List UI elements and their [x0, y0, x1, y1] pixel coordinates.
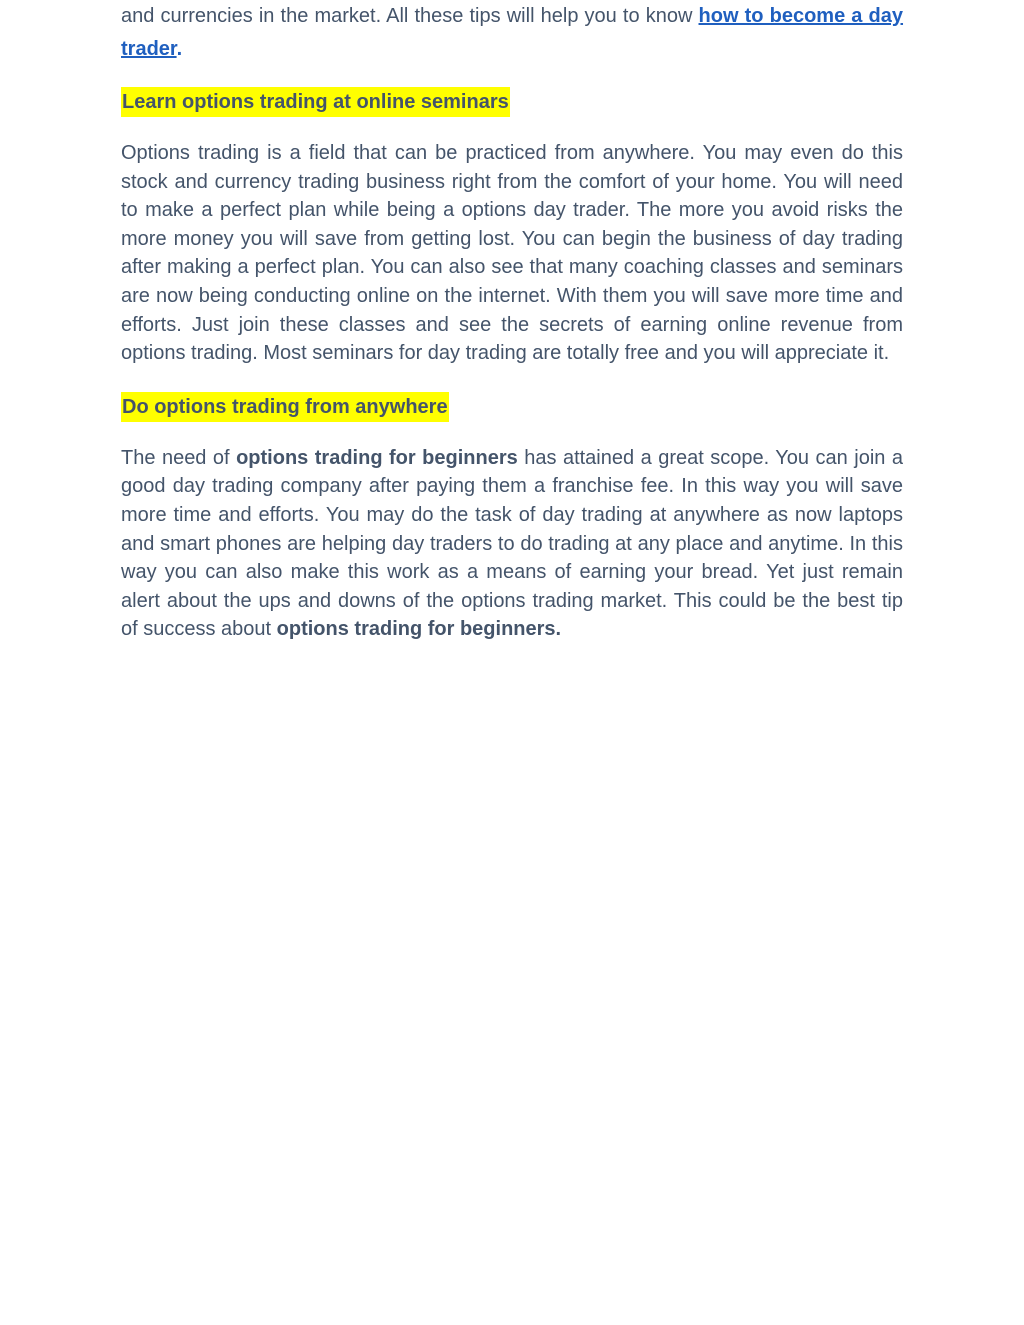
paragraph-text-middle: has attained a great scope. You can join a good day trading company after paying them a franchise fee. In this way you will save more time and efforts. You may do the task of day trading at anywhere as now laptops and smart phones are helping day traders to do trading at any place and anytime. In this way you can also make this work as a means of earning your bread. Yet just remain alert about the ups and downs of the options trading market. This could be the best tip of success about [121, 446, 903, 641]
section-heading-anywhere: Do options trading from anywhere [121, 392, 449, 422]
section-heading-wrap [121, 87, 903, 117]
section-heading-wrap [121, 392, 903, 422]
paragraph-text-start: The need of [121, 446, 237, 469]
bold-keyword: options trading for beginners. [276, 618, 562, 641]
anywhere-paragraph [121, 444, 903, 644]
intro-period: . [176, 38, 183, 60]
intro-paragraph [121, 0, 903, 66]
document-page [121, 0, 903, 644]
section-heading-seminars: Learn options trading at online seminars [121, 87, 510, 117]
seminars-paragraph: Options trading is a field that can be practiced from anywhere. You may even do this stock and currency trading business right from the comfort of your home. You will need to make a perfect plan while being a options day trader. The more you avoid risks the more money you will save from getting lost. You can begin the business of day trading after making a perfect plan. You can also see that many coaching classes and seminars are now being conducting online on the internet. With them you will save more time and efforts. Just join these classes and see the secrets of earning online revenue from options trading. Most seminars for day trading are totally free and you will appreciate it. [121, 142, 903, 365]
how-to-become-day-trader-link[interactable]: how to become a day trader [121, 5, 904, 60]
bold-keyword: options trading for beginners [236, 446, 518, 469]
intro-text: and currencies in the market. All these tips will help you to know [121, 5, 699, 27]
